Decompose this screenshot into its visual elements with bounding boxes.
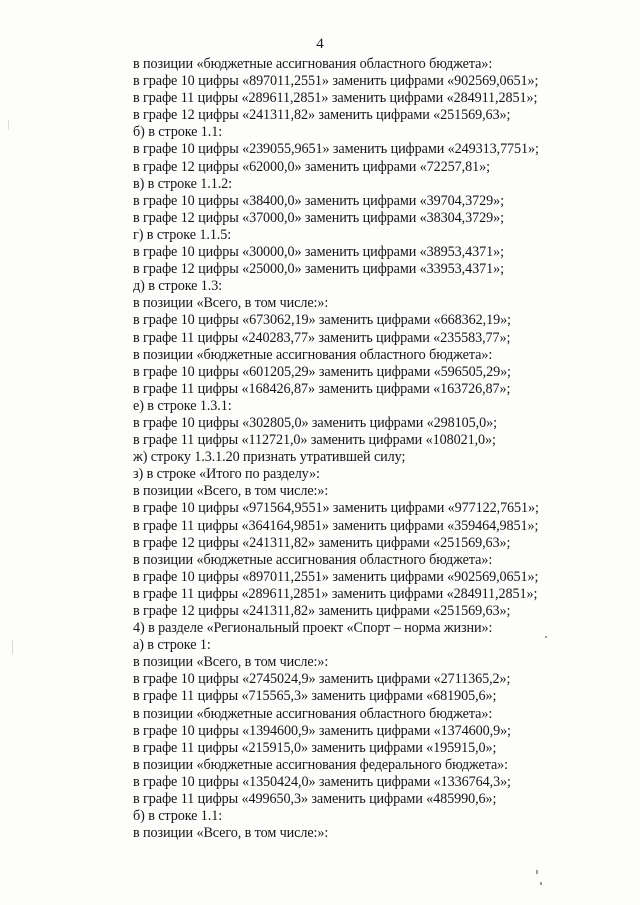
text-line: в графе 11 цифры «364164,9851» заменить цифрами «359464,9851»; [133,517,539,534]
text-line: в графе 11 цифры «289611,2851» заменить цифрами «284911,2851»; [133,90,538,107]
text-line: в графе 10 цифры «601205,29» заменить цифрами «596505,29»; [133,363,511,380]
text-line: в графе 10 цифры «1394600,9» заменить цифрами «1374600,9»; [133,722,511,739]
text-line: в графе 11 цифры «112721,0» заменить цифрами «108021,0»; [133,432,496,449]
scan-speck [8,120,9,130]
text-line: в позиции «Всего, в том числе:»: [133,825,329,842]
text-line: в графе 12 цифры «37000,0» заменить цифрами «38304,3729»; [133,209,504,226]
text-line: в графе 10 цифры «1350424,0» заменить цифрами «1336764,3»; [133,773,511,790]
text-line: в графе 12 цифры «25000,0» заменить цифрами «33953,4371»; [133,261,504,278]
text-line: з) в строке «Итого по разделу»: [133,466,320,483]
text-line: в позиции «бюджетные ассигнования областного бюджета»: [133,551,493,568]
text-line: е) в строке 1.3.1: [133,397,232,414]
text-line: г) в строке 1.1.5: [133,226,232,243]
page-number: 4 [316,36,324,52]
text-line: в позиции «Всего, в том числе:»: [133,295,329,312]
text-line: в графе 10 цифры «673062,19» заменить цифрами «668362,19»; [133,312,511,329]
text-line: в графе 10 цифры «897011,2551» заменить цифрами «902569,0651»; [133,73,539,90]
text-line: 4) в разделе «Региональный проект «Спорт – норма жизни»: [133,620,493,637]
text-line: б) в строке 1.1: [133,808,223,825]
text-line: в графе 10 цифры «38400,0» заменить цифрами «39704,3729»; [133,192,504,209]
text-line: в графе 12 цифры «241311,82» заменить цифрами «251569,63»; [133,534,511,551]
text-line: в графе 11 цифры «499650,3» заменить цифрами «485990,6»; [133,791,497,808]
text-line: в графе 10 цифры «239055,9651» заменить цифрами «249313,7751»; [133,141,539,158]
scan-speck [540,882,542,885]
text-line: в позиции «бюджетные ассигнования областного бюджета»: [133,705,493,722]
text-line: в графе 11 цифры «240283,77» заменить цифрами «235583,77»; [133,329,511,346]
text-line: б) в строке 1.1: [133,124,223,141]
scan-speck [545,636,547,638]
text-line: в графе 12 цифры «241311,82» заменить цифрами «251569,63»; [133,603,511,619]
text-line: а) в строке 1: [133,637,211,654]
text-line: в графе 12 цифры «241311,82» заменить цифрами «251569,63»; [133,107,511,124]
text-line: в) в строке 1.1.2: [133,175,232,192]
text-line: в позиции «бюджетные ассигнования федерального бюджета»: [133,756,509,773]
text-line: в графе 10 цифры «302805,0» заменить цифрами «298105,0»; [133,414,497,431]
text-line: в графе 11 цифры «168426,87» заменить цифрами «163726,87»; [133,380,511,397]
document-body [133,56,633,842]
text-line: в позиции «бюджетные ассигнования областного бюджета»: [133,346,493,363]
text-line: в графе 10 цифры «897011,2551» заменить цифрами «902569,0651»; [133,568,539,585]
text-line: в графе 11 цифры «215915,0» заменить цифрами «195915,0»; [133,739,497,756]
text-line: в позиции «Всего, в том числе:»: [133,654,329,671]
text-line: д) в строке 1.3: [133,278,223,295]
text-line: в графе 10 цифры «971564,9551» заменить цифрами «977122,7651»; [133,500,539,517]
scan-speck [12,640,13,654]
text-line: в графе 11 цифры «715565,3» заменить цифрами «681905,6»; [133,688,497,705]
text-line: в позиции «Всего, в том числе:»: [133,483,329,500]
text-line: в графе 12 цифры «62000,0» заменить цифрами «72257,81»; [133,158,490,175]
text-line: в графе 10 цифры «2745024,9» заменить цифрами «2711365,2»; [133,671,511,688]
scan-speck [536,870,538,874]
text-line: в графе 10 цифры «30000,0» заменить цифрами «38953,4371»; [133,244,504,261]
text-line: в позиции «бюджетные ассигнования областного бюджета»: [133,56,493,72]
text-line: в графе 11 цифры «289611,2851» заменить цифрами «284911,2851»; [133,585,538,602]
text-line: ж) строку 1.3.1.20 признать утратившей силу; [133,449,406,466]
